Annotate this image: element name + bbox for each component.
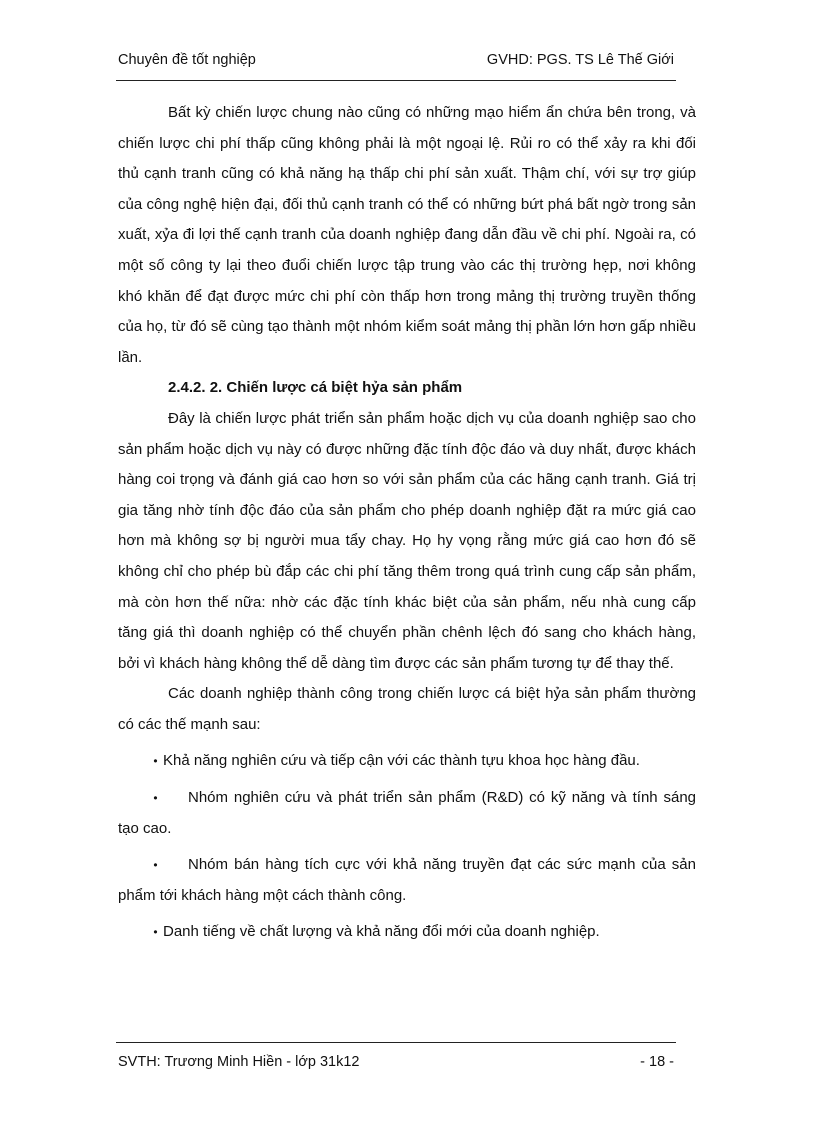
bullet-item bbox=[118, 746, 696, 777]
paragraph-differentiation: Đây là chiến lược phát triển sản phẩm hoặc dịch vụ của doanh nghiệp sao cho sản phẩm hoặc dịch vụ này có được những đặc tính độc đáo và duy nhất, được khách hàng coi trọng và đánh giá cao hơn so với sản phẩm của các hãng cạnh tranh. Giá trị gia tăng nhờ tính độc đáo của sản phẩm cho phép doanh nghiệp đặt ra mức giá cao hơn mà không sợ bị người mua tẩy chay. Họ hy vọng rằng mức giá cao hơn đó sẽ không chỉ cho phép bù đắp các chi phí tăng thêm trong quá trình cung cấp sản phẩm, mà còn hơn thế nữa: nhờ các đặc tính khác biệt của sản phẩm, nếu nhà cung cấp tăng giá thì doanh nghiệp có thể chuyển phần chênh lệch đó sang cho khách hàng, bởi vì khách hàng không thể dễ dàng tìm được các sản phẩm tương tự để thay thế. bbox=[118, 409, 696, 672]
page-body bbox=[118, 98, 696, 948]
bullet-text: Nhóm bán hàng tích cực với khả năng truyền đạt các sức mạnh của sản phẩm tới khách hàng một cách thành công. bbox=[118, 856, 696, 904]
bullet-icon: • bbox=[153, 925, 158, 940]
bullet-icon: • bbox=[153, 791, 158, 806]
page-number: - 18 - bbox=[640, 1054, 674, 1070]
paragraph-risks: Bất kỳ chiến lược chung nào cũng có những mạo hiểm ẩn chứa bên trong, và chiến lược chi phí thấp cũng không phải là một ngoại lệ. Rủi ro có thể xảy ra khi đối thủ cạnh tranh cũng có khả năng hạ thấp chi phí sản xuất. Thậm chí, với sự trợ giúp của công nghệ hiện đại, đối thủ cạnh tranh có thể có những bứt phá bất ngờ trong sản xuất, xỷa đi lợi thế cạnh tranh của doanh nghiệp đang dẫn đầu về chi phí. Ngoài ra, có một số công ty lại theo đuổi chiến lược tập trung vào các thị trường hẹp, nơi không khó khăn để đạt được mức chi phí còn thấp hơn trong mảng thị trường truyền thống của họ, từ đó sẽ cùng tạo thành một nhóm kiểm soát mảng thị phần lớn hơn gấp nhiều lần. bbox=[118, 104, 696, 366]
paragraph-strengths-intro: Các doanh nghiệp thành công trong chiến lược cá biệt hỷa sản phẩm thường có các thế mạnh sau: bbox=[118, 685, 696, 733]
bullet-text: Khả năng nghiên cứu và tiếp cận với các thành tựu khoa học hàng đầu. bbox=[163, 752, 640, 770]
bullet-icon: • bbox=[153, 858, 158, 873]
footer-rule bbox=[116, 1042, 676, 1043]
footer-student: SVTH: Trương Minh Hiền - lớp 31k12 bbox=[118, 1054, 360, 1070]
bullet-text: Nhóm nghiên cứu và phát triển sản phẩm (R&D) có kỹ năng và tính sáng tạo cao. bbox=[118, 789, 696, 837]
header-rule bbox=[116, 80, 676, 81]
header-advisor: GVHD: PGS. TS Lê Thế Giới bbox=[486, 52, 674, 68]
bullet-item bbox=[118, 850, 696, 911]
bullet-item bbox=[118, 783, 696, 844]
header-document-title: Chuyên đề tốt nghiệp bbox=[118, 52, 256, 68]
section-heading: 2.4.2. 2. Chiến lược cá biệt hỷa sản phẩm bbox=[168, 379, 463, 397]
page-footer bbox=[118, 1054, 674, 1076]
bullet-icon: • bbox=[153, 754, 158, 769]
bullet-item bbox=[118, 917, 696, 948]
page-header bbox=[118, 52, 674, 74]
bullet-text: Danh tiếng về chất lượng và khả năng đổi mới của doanh nghiệp. bbox=[163, 923, 600, 941]
